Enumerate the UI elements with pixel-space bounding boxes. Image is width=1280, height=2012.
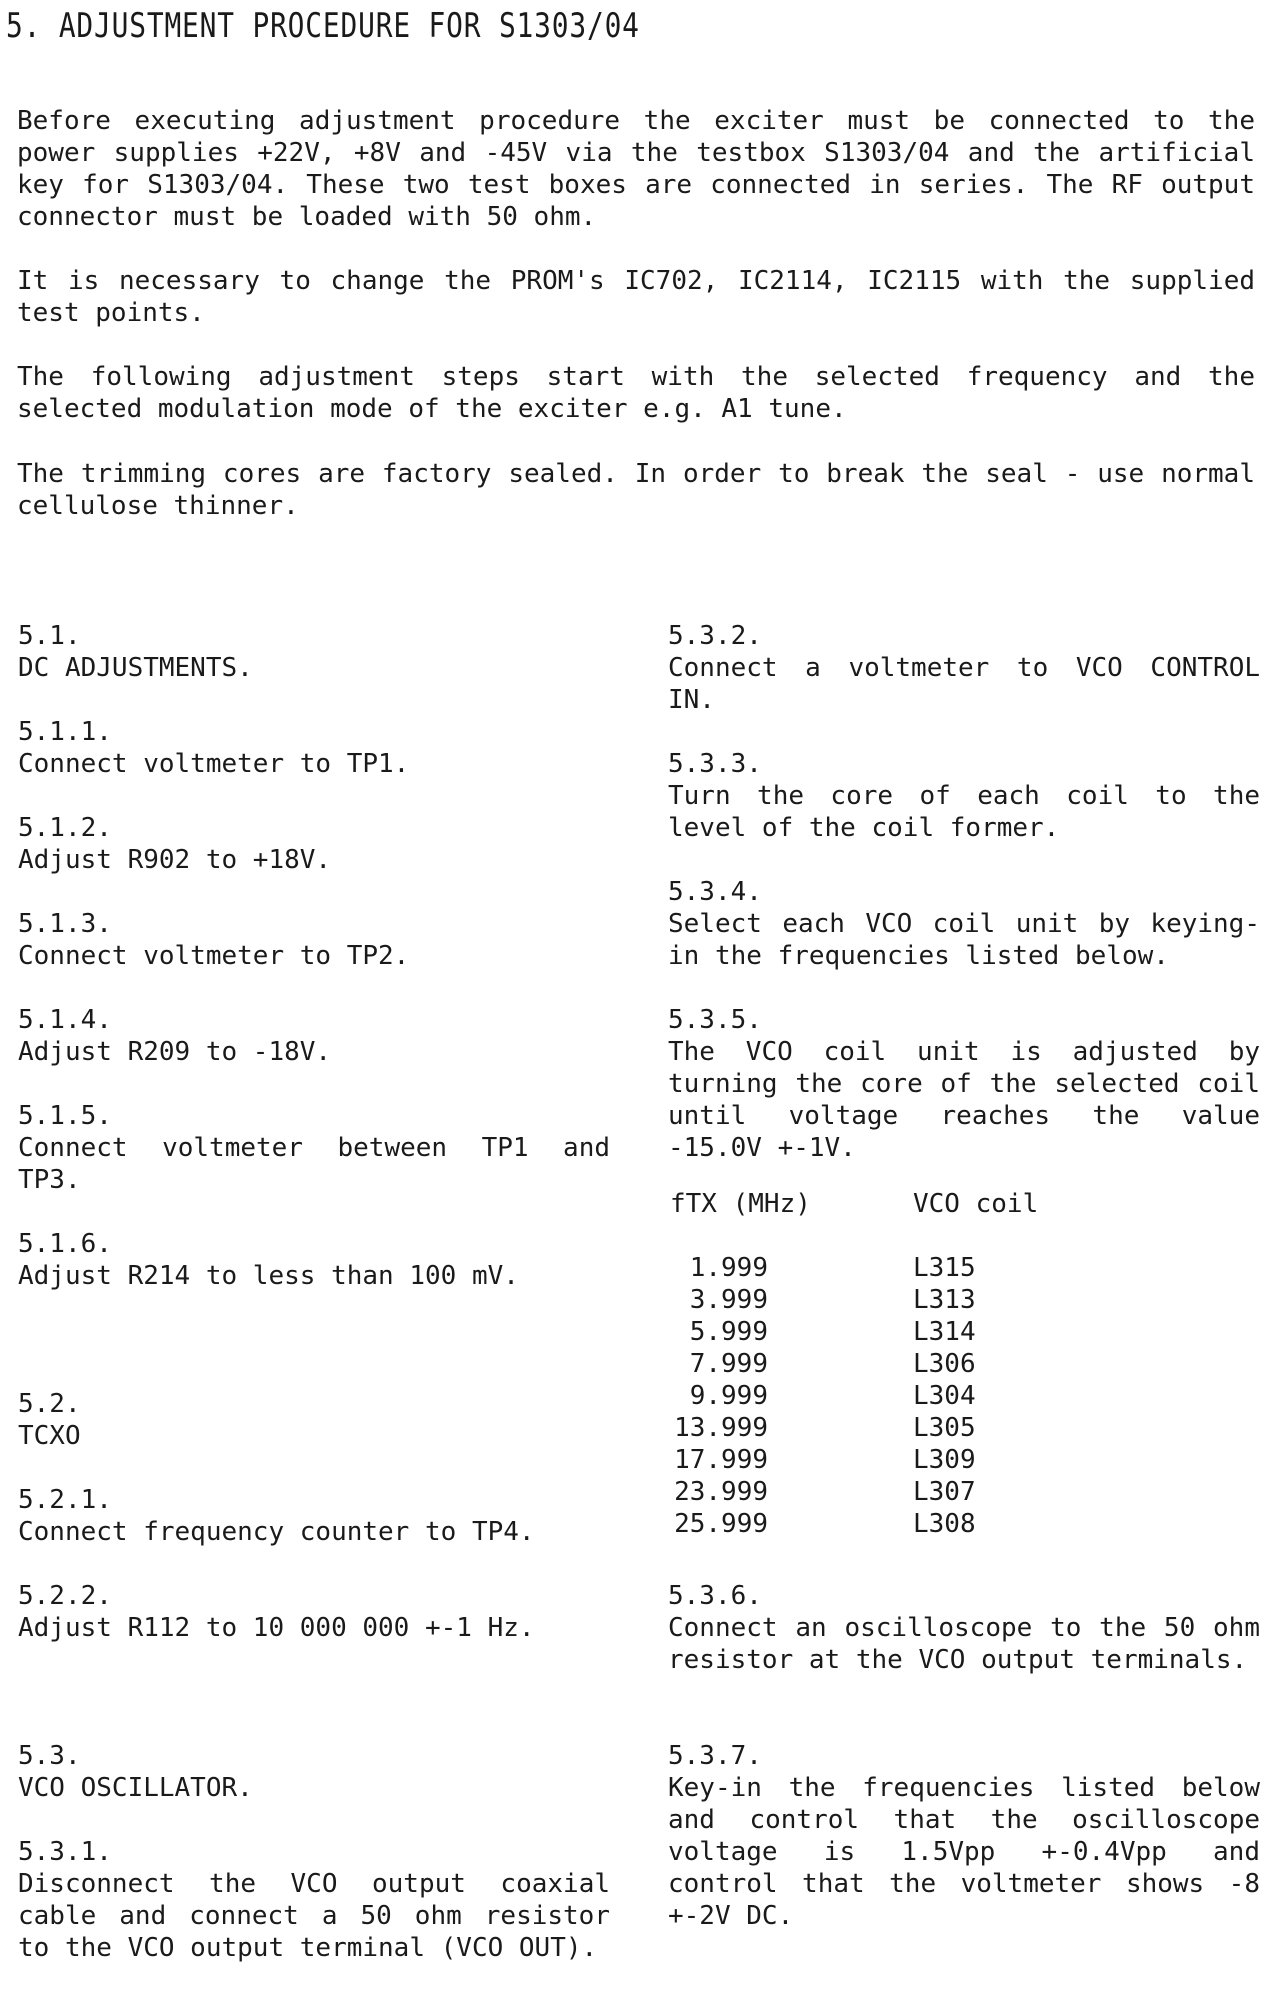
- section-5-1-2: [18, 812, 610, 876]
- section-heading: TCXO: [18, 1421, 81, 1451]
- section-5-3-1: [18, 1836, 610, 1964]
- section-number: 5.3.6.: [668, 1581, 762, 1611]
- section-number: 5.2.1.: [18, 1485, 112, 1515]
- section-text: Adjust R214 to less than 100 mV.: [18, 1261, 519, 1291]
- section-number: 5.1.1.: [18, 717, 112, 747]
- frequency-cell: 7.999: [689, 1349, 768, 1379]
- section-5-3-4: [668, 876, 1260, 972]
- section-number: 5.1.3.: [18, 909, 112, 939]
- section-number: 5.3.5.: [668, 1005, 762, 1035]
- section-text: Connect an oscilloscope to the 50 ohm resistor at the VCO output terminals.: [668, 1613, 1260, 1675]
- section-number: 5.3.1.: [18, 1837, 112, 1867]
- table-row: [668, 1252, 1260, 1284]
- section-5-2: [18, 1388, 610, 1452]
- section-5-3-2: [668, 620, 1260, 716]
- section-text: Connect voltmeter between TP1 and TP3.: [18, 1133, 610, 1195]
- coil-cell: L304: [913, 1381, 976, 1411]
- section-number: 5.3.3.: [668, 749, 762, 779]
- section-text: Adjust R112 to 10 000 000 +-1 Hz.: [18, 1613, 535, 1643]
- table-row: [668, 1380, 1260, 1412]
- table-row: [668, 1348, 1260, 1380]
- section-text: Connect frequency counter to TP4.: [18, 1517, 535, 1547]
- section-5-1: [18, 620, 610, 684]
- intro-paragraph-4: The trimming cores are factory sealed. In order to break the seal - use normal cellulose thinner.: [17, 459, 1255, 521]
- coil-cell: L315: [913, 1253, 976, 1283]
- frequency-cell: 3.999: [689, 1285, 768, 1315]
- coil-cell: L305: [913, 1413, 976, 1443]
- table-row: [668, 1444, 1260, 1476]
- section-number: 5.1.4.: [18, 1005, 112, 1035]
- section-heading: VCO OSCILLATOR.: [18, 1773, 253, 1803]
- table-row: [668, 1284, 1260, 1316]
- section-number: 5.3.4.: [668, 877, 762, 907]
- section-5-1-1: [18, 716, 610, 780]
- section-text: Key-in the frequencies listed below and control that the oscilloscope voltage is 1.5Vpp +-0.4Vpp and control that the voltmeter shows -8 +-2V DC.: [668, 1773, 1260, 1931]
- section-number: 5.1.6.: [18, 1229, 112, 1259]
- section-heading: DC ADJUSTMENTS.: [18, 653, 253, 683]
- coil-cell: L309: [913, 1445, 976, 1475]
- section-text: Adjust R209 to -18V.: [18, 1037, 332, 1067]
- section-5-1-4: [18, 1004, 610, 1068]
- section-number: 5.2.2.: [18, 1581, 112, 1611]
- section-text: Adjust R902 to +18V.: [18, 845, 332, 875]
- frequency-cell: 17.999: [674, 1445, 768, 1475]
- section-text: Connect voltmeter to TP2.: [18, 941, 410, 971]
- intro-paragraph-2: It is necessary to change the PROM's IC702, IC2114, IC2115 with the supplied test points.: [17, 266, 1255, 328]
- section-5-1-6: [18, 1228, 610, 1292]
- table-row: [668, 1476, 1260, 1508]
- frequency-cell: 9.999: [689, 1381, 768, 1411]
- section-text: The VCO coil unit is adjusted by turning the core of the selected coil until voltage reaches the value -15.0V +-1V.: [668, 1037, 1260, 1163]
- frequency-cell: 5.999: [689, 1317, 768, 1347]
- coil-cell: L308: [913, 1509, 976, 1539]
- section-5-1-5: [18, 1100, 610, 1196]
- section-5-3-5: [668, 1004, 1260, 1164]
- section-number: 5.3.7.: [668, 1741, 762, 1771]
- section-5-3-3: [668, 748, 1260, 844]
- section-5-3: [18, 1740, 610, 1804]
- section-5-3-6: [668, 1580, 1260, 1676]
- section-number: 5.3.2.: [668, 621, 762, 651]
- table-header-coil: VCO coil: [913, 1189, 1039, 1219]
- table-row: [668, 1316, 1260, 1348]
- section-text: Connect voltmeter to TP1.: [18, 749, 410, 779]
- frequency-cell: 1.999: [689, 1253, 768, 1283]
- coil-cell: L313: [913, 1285, 976, 1315]
- table-header-frequency: fTX (MHz): [670, 1189, 811, 1219]
- frequency-cell: 13.999: [674, 1413, 768, 1443]
- section-text: Connect a voltmeter to VCO CONTROL IN.: [668, 653, 1260, 715]
- section-5-2-1: [18, 1484, 610, 1548]
- coil-cell: L314: [913, 1317, 976, 1347]
- section-5-3-7: [668, 1740, 1260, 1932]
- section-text: Disconnect the VCO output coaxial cable and connect a 50 ohm resistor to the VCO output terminal (VCO OUT).: [18, 1869, 610, 1963]
- intro-paragraph-3: The following adjustment steps start with the selected frequency and the selected modulation mode of the exciter e.g. A1 tune.: [17, 362, 1255, 424]
- section-5-1-3: [18, 908, 610, 972]
- section-text: Turn the core of each coil to the level of the coil former.: [668, 781, 1260, 843]
- section-5-2-2: [18, 1580, 610, 1644]
- frequency-cell: 25.999: [674, 1509, 768, 1539]
- section-number: 5.1.: [18, 621, 81, 651]
- table-row: [668, 1508, 1260, 1540]
- section-number: 5.3.: [18, 1741, 81, 1771]
- frequency-cell: 23.999: [674, 1477, 768, 1507]
- table-row: [668, 1412, 1260, 1444]
- coil-cell: L307: [913, 1477, 976, 1507]
- intro-paragraph-1: Before executing adjustment procedure the exciter must be connected to the power supplies +22V, +8V and -45V via the testbox S1303/04 and the artificial key for S1303/04. These two test boxes are connected in series. The RF output connector must be loaded with 50 ohm.: [17, 106, 1255, 232]
- section-number: 5.1.2.: [18, 813, 112, 843]
- section-text: Select each VCO coil unit by keying-in the frequencies listed below.: [668, 909, 1260, 971]
- coil-cell: L306: [913, 1349, 976, 1379]
- section-number: 5.1.5.: [18, 1101, 112, 1131]
- page-title: 5. ADJUSTMENT PROCEDURE FOR S1303/04: [6, 6, 640, 46]
- section-number: 5.2.: [18, 1389, 81, 1419]
